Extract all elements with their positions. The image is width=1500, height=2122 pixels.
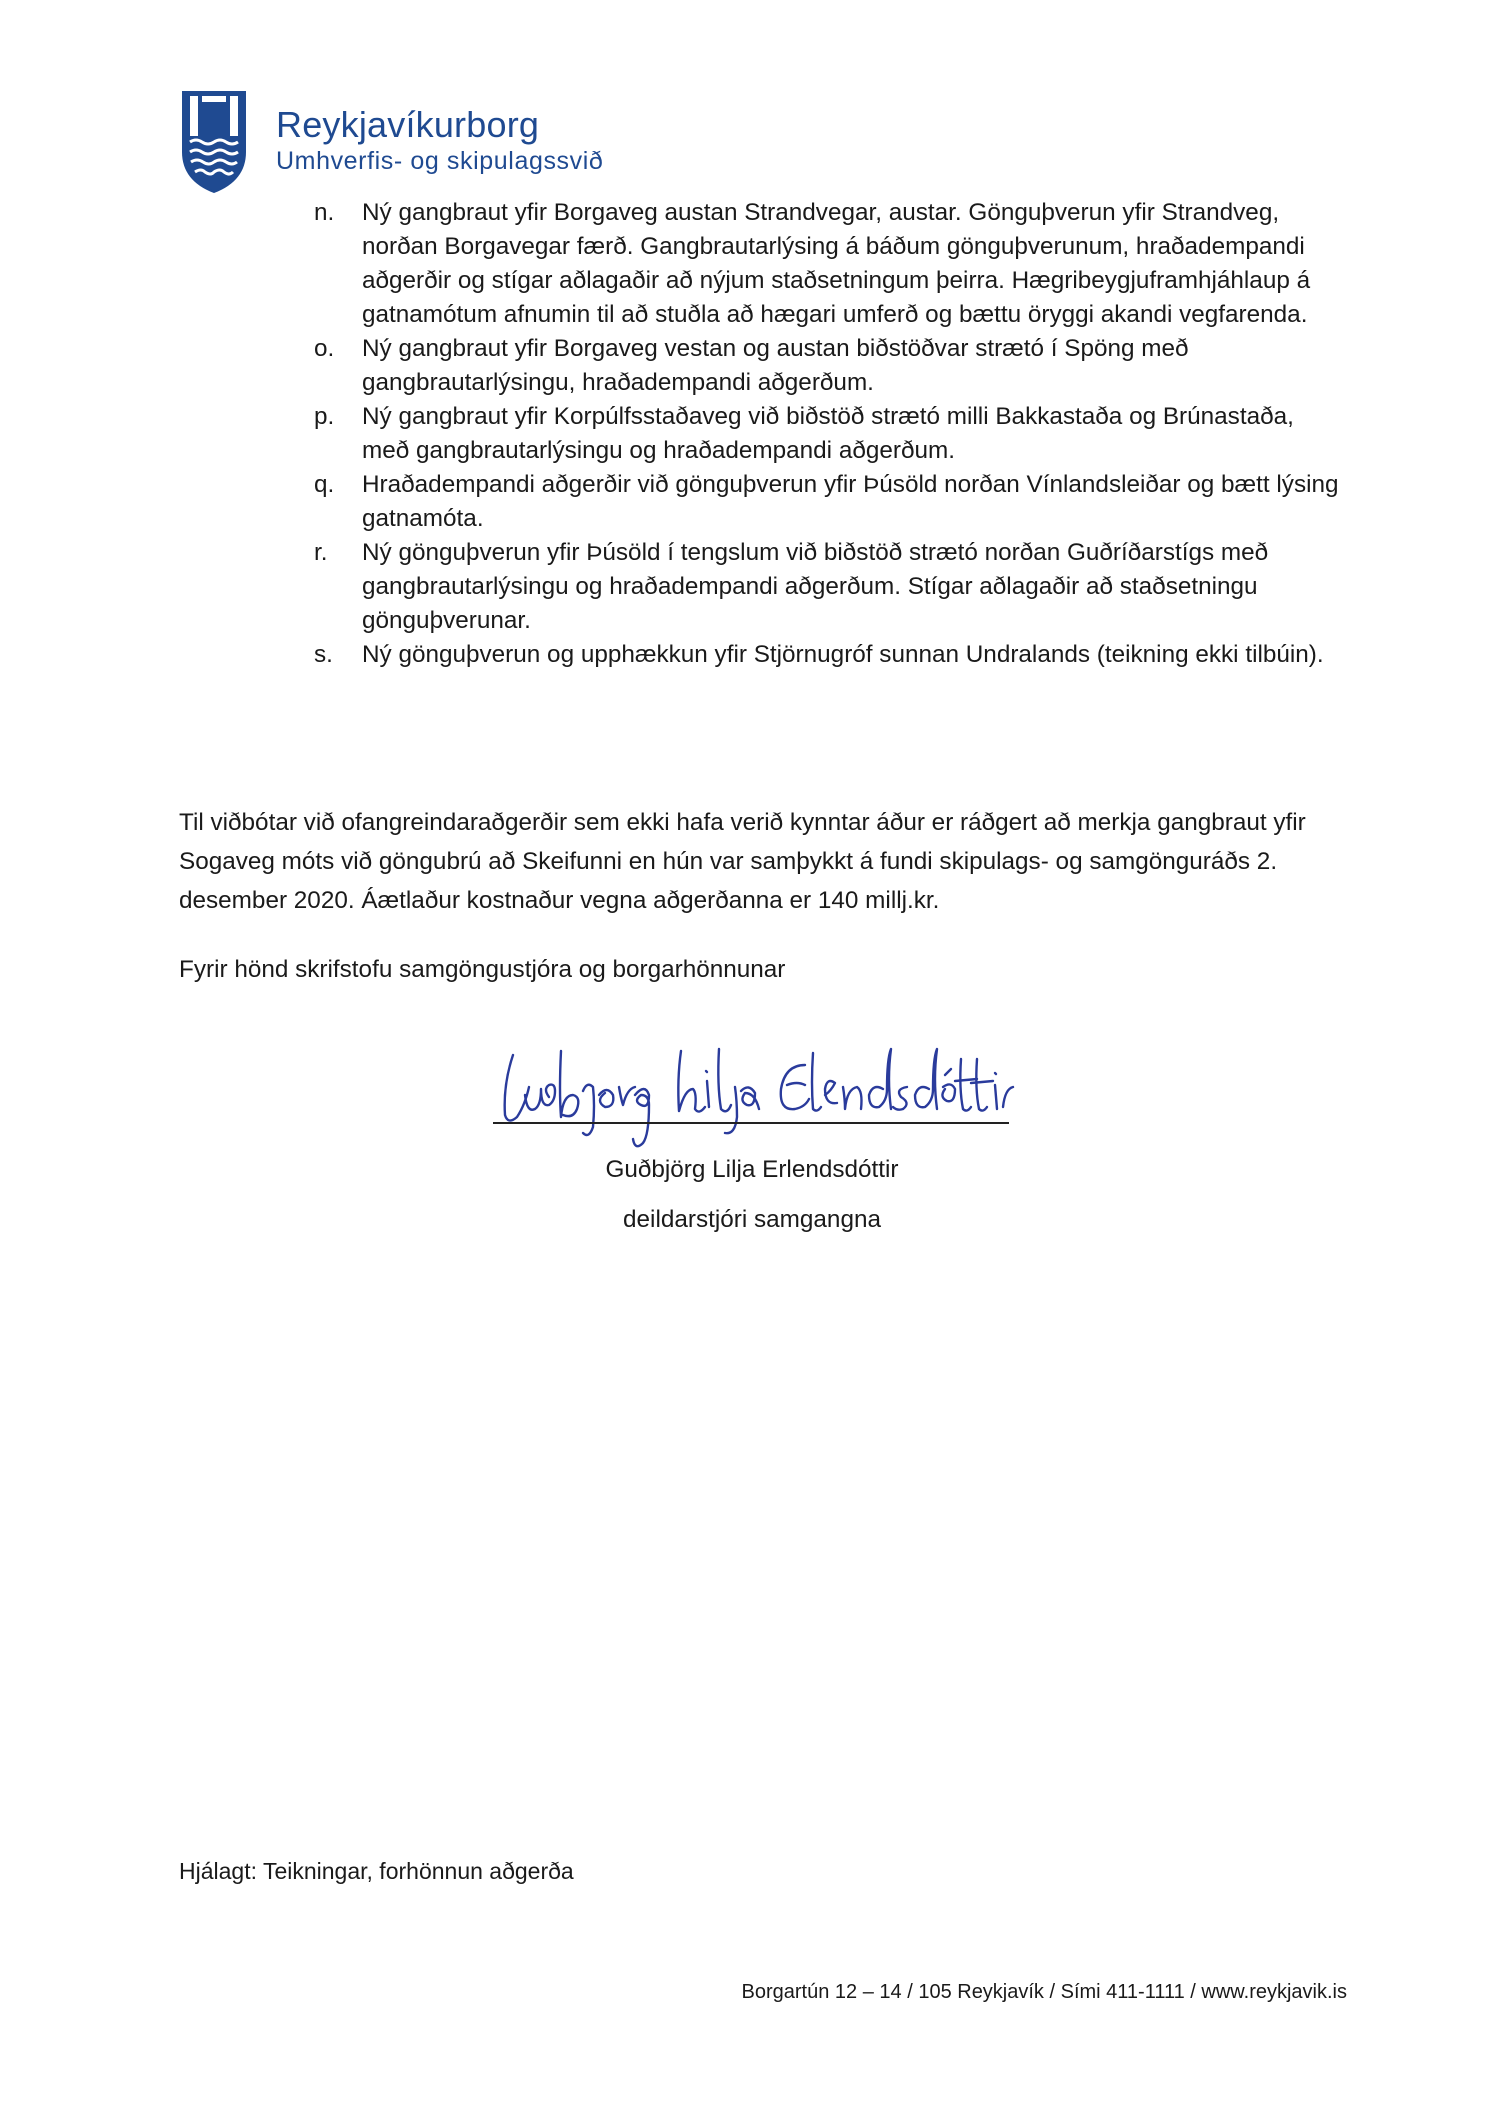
additional-measures-paragraph: Til viðbótar við ofangreindaraðgerðir sem ekki hafa verið kynntar áður er ráðgert að merkja gangbraut yfir Sogaveg móts við göngubrú að Skeifunni en hún var samþykkt á fundi skipulags- og samgönguráðs 2. desember 2020. Áætlaður kostnaður vegna aðgerðanna er 140 millj.kr. <box>179 809 1306 914</box>
signature-line <box>493 1122 1009 1124</box>
on-behalf-line: Fyrir hönd skrifstofu samgöngustjóra og borgarhönnunar <box>179 956 786 983</box>
signer-name: Guðbjörg Lilja Erlendsdóttir <box>605 1156 899 1183</box>
list-item-text: Ný gönguþverun og upphækkun yfir Stjörnugróf sunnan Undralands (teikning ekki tilbúin). <box>362 641 1324 668</box>
list-item <box>309 536 1339 638</box>
list-item-text: Ný gangbraut yfir Korpúlfsstaðaveg við biðstöð strætó milli Bakkastaða og Brúnastaða, með gangbrautarlýsingu og hraðadempandi aðgerðum. <box>362 403 1294 464</box>
list-marker: s. <box>314 641 333 668</box>
list-marker: p. <box>314 403 335 430</box>
measures-list <box>309 196 1339 672</box>
list-item-text: Hraðadempandi aðgerðir við gönguþverun yfir Þúsöld norðan Vínlandsleiðar og bætt lýsing gatnamóta. <box>362 471 1339 532</box>
signer-title: deildarstjóri samgangna <box>623 1206 881 1233</box>
department-name: Umhverfis- og skipulagssvið <box>276 147 604 175</box>
attachment-note: Hjálagt: Teikningar, forhönnun aðgerða <box>179 1858 574 1884</box>
list-marker: r. <box>314 539 328 566</box>
list-item <box>309 468 1339 536</box>
list-marker: o. <box>314 335 335 362</box>
list-item-text: Ný gönguþverun yfir Þúsöld í tengslum við biðstöð strætó norðan Guðríðarstígs með gangbrautarlýsingu og hraðadempandi aðgerðum. Stígar aðlagaðir að staðsetningu gönguþverunar. <box>362 539 1269 634</box>
reykjavik-coat-of-arms-logo <box>181 90 247 194</box>
list-marker: n. <box>314 199 335 226</box>
list-item <box>309 196 1339 332</box>
list-item <box>309 400 1339 468</box>
list-item <box>309 638 1339 672</box>
list-item <box>309 332 1339 400</box>
organization-name: Reykjavíkurborg <box>276 104 540 145</box>
list-item-text: Ný gangbraut yfir Borgaveg austan Strandvegar, austar. Gönguþverun yfir Strandveg, norðan Borgavegar færð. Gangbrautarlýsing á báðum gönguþverunum, hraðadempandi aðgerðir og stígar aðlagaðir að nýjum staðsetningum þeirra. Hægribeygjuframhjáhlaup á gatnamótum afnumin til að stuðla að hægari umferð og bættu öryggi akandi vegfarenda. <box>362 199 1311 328</box>
list-item-text: Ný gangbraut yfir Borgaveg vestan og austan biðstöðvar strætó í Spöng með gangbrautarlýsingu, hraðadempandi aðgerðum. <box>362 335 1189 396</box>
footer-contact-info: Borgartún 12 – 14 / 105 Reykjavík / Sími 411-1111 / www.reykjavik.is <box>741 1981 1347 2003</box>
list-marker: q. <box>314 471 335 498</box>
handwritten-signature <box>495 1025 1015 1155</box>
